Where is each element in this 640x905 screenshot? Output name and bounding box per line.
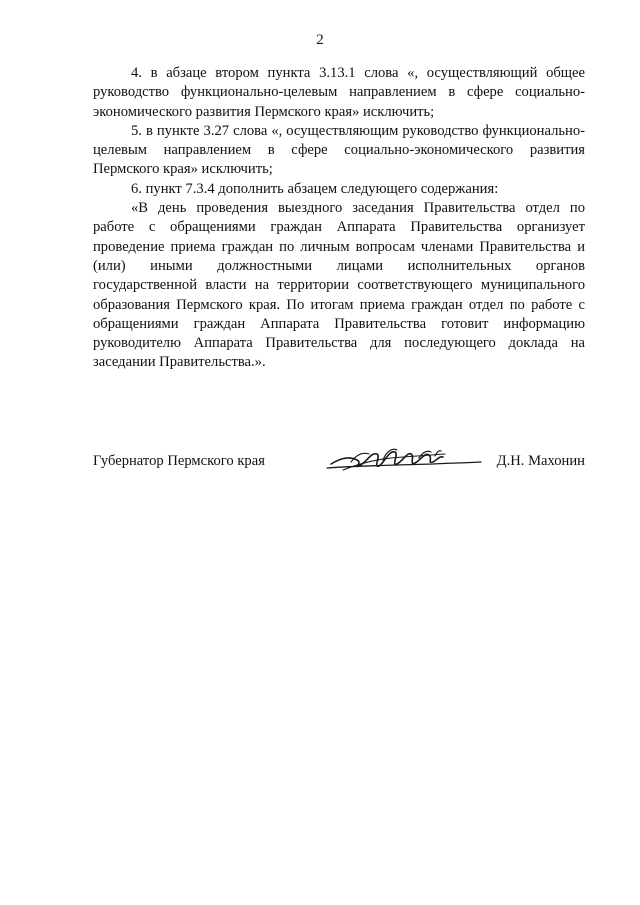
signature-block — [93, 452, 585, 482]
paragraph-quoted-text: «В день проведения выездного заседания Правительства отдел по работе с обращениями граждан Аппарата Правительства организует проведение приема граждан по личным вопросам членами Правительства и (или) иными должностными лицами исполнительных органов государственной власти на территории соответствующего муниципального образования Пермского края. По итогам приема граждан отдел по работе с обращениями граждан Аппарата Правительства готовит информацию руководителю Аппарата Правительства для последующего доклада на заседании Правительства.». — [93, 200, 585, 371]
page-number: 2 — [316, 32, 324, 48]
paragraph-item-6: 6. пункт 7.3.4 дополнить абзацем следующего содержания: — [131, 180, 499, 197]
signatory-name: Д.Н. Махонин — [496, 453, 585, 469]
paragraph-item-4: 4. в абзаце втором пункта 3.13.1 слова «, осуществляющий общее руководство функционально-целевым направлением в сфере социально-экономического развития Пермского края» исключить; — [93, 65, 585, 120]
signatory-position: Губернатор Пермского края — [93, 453, 265, 469]
paragraph-item-5: 5. в пункте 3.27 слова «, осуществляющим руководство функционально-целевым направлением в сфере социально-экономического развития Пермского края» исключить; — [93, 122, 585, 178]
document-body — [93, 64, 585, 373]
handwritten-signature — [323, 444, 483, 478]
